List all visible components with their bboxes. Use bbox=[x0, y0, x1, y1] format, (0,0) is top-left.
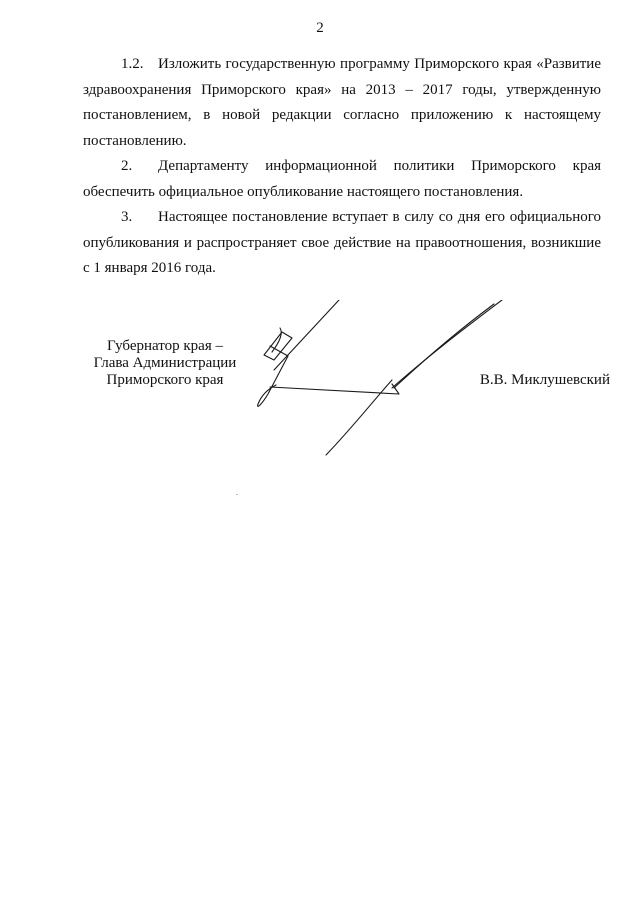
signatory-title bbox=[80, 338, 250, 389]
signatory-name: В.В. Миклушевский bbox=[479, 372, 610, 388]
document-body bbox=[83, 52, 601, 282]
handwritten-signature-icon bbox=[244, 300, 504, 460]
paragraph-3 bbox=[83, 205, 601, 282]
paragraph-2 bbox=[83, 154, 601, 205]
paragraph-number: 2. bbox=[121, 158, 133, 174]
paragraph-number: 3. bbox=[121, 209, 133, 225]
paragraph-text: Департаменту информационной политики Приморского края обеспечить официальное опубликование настоящего постановления. bbox=[83, 158, 601, 200]
signatory-title-line: Губернатор края – bbox=[107, 338, 223, 354]
signatory-title-line: Приморского края bbox=[106, 372, 224, 388]
paragraph-text: Настоящее постановление вступает в силу со дня его официального опубликования и распространяет свое действие на правоотношения, возникшие с 1 января 2016 года. bbox=[83, 209, 601, 276]
page-number: 2 bbox=[316, 20, 324, 36]
paragraph-number: 1.2. bbox=[121, 56, 144, 72]
scan-speck bbox=[236, 494, 238, 495]
paragraph-text: Изложить государственную программу Приморского края «Развитие здравоохранения Приморского края» на 2013 – 2017 годы, утвержденную постановлением, в новой редакции согласно приложению к настоящему постановлению. bbox=[83, 56, 601, 149]
signatory-title-line: Глава Администрации bbox=[93, 355, 237, 371]
signature-block bbox=[0, 338, 640, 458]
paragraph-1-2 bbox=[83, 52, 601, 154]
